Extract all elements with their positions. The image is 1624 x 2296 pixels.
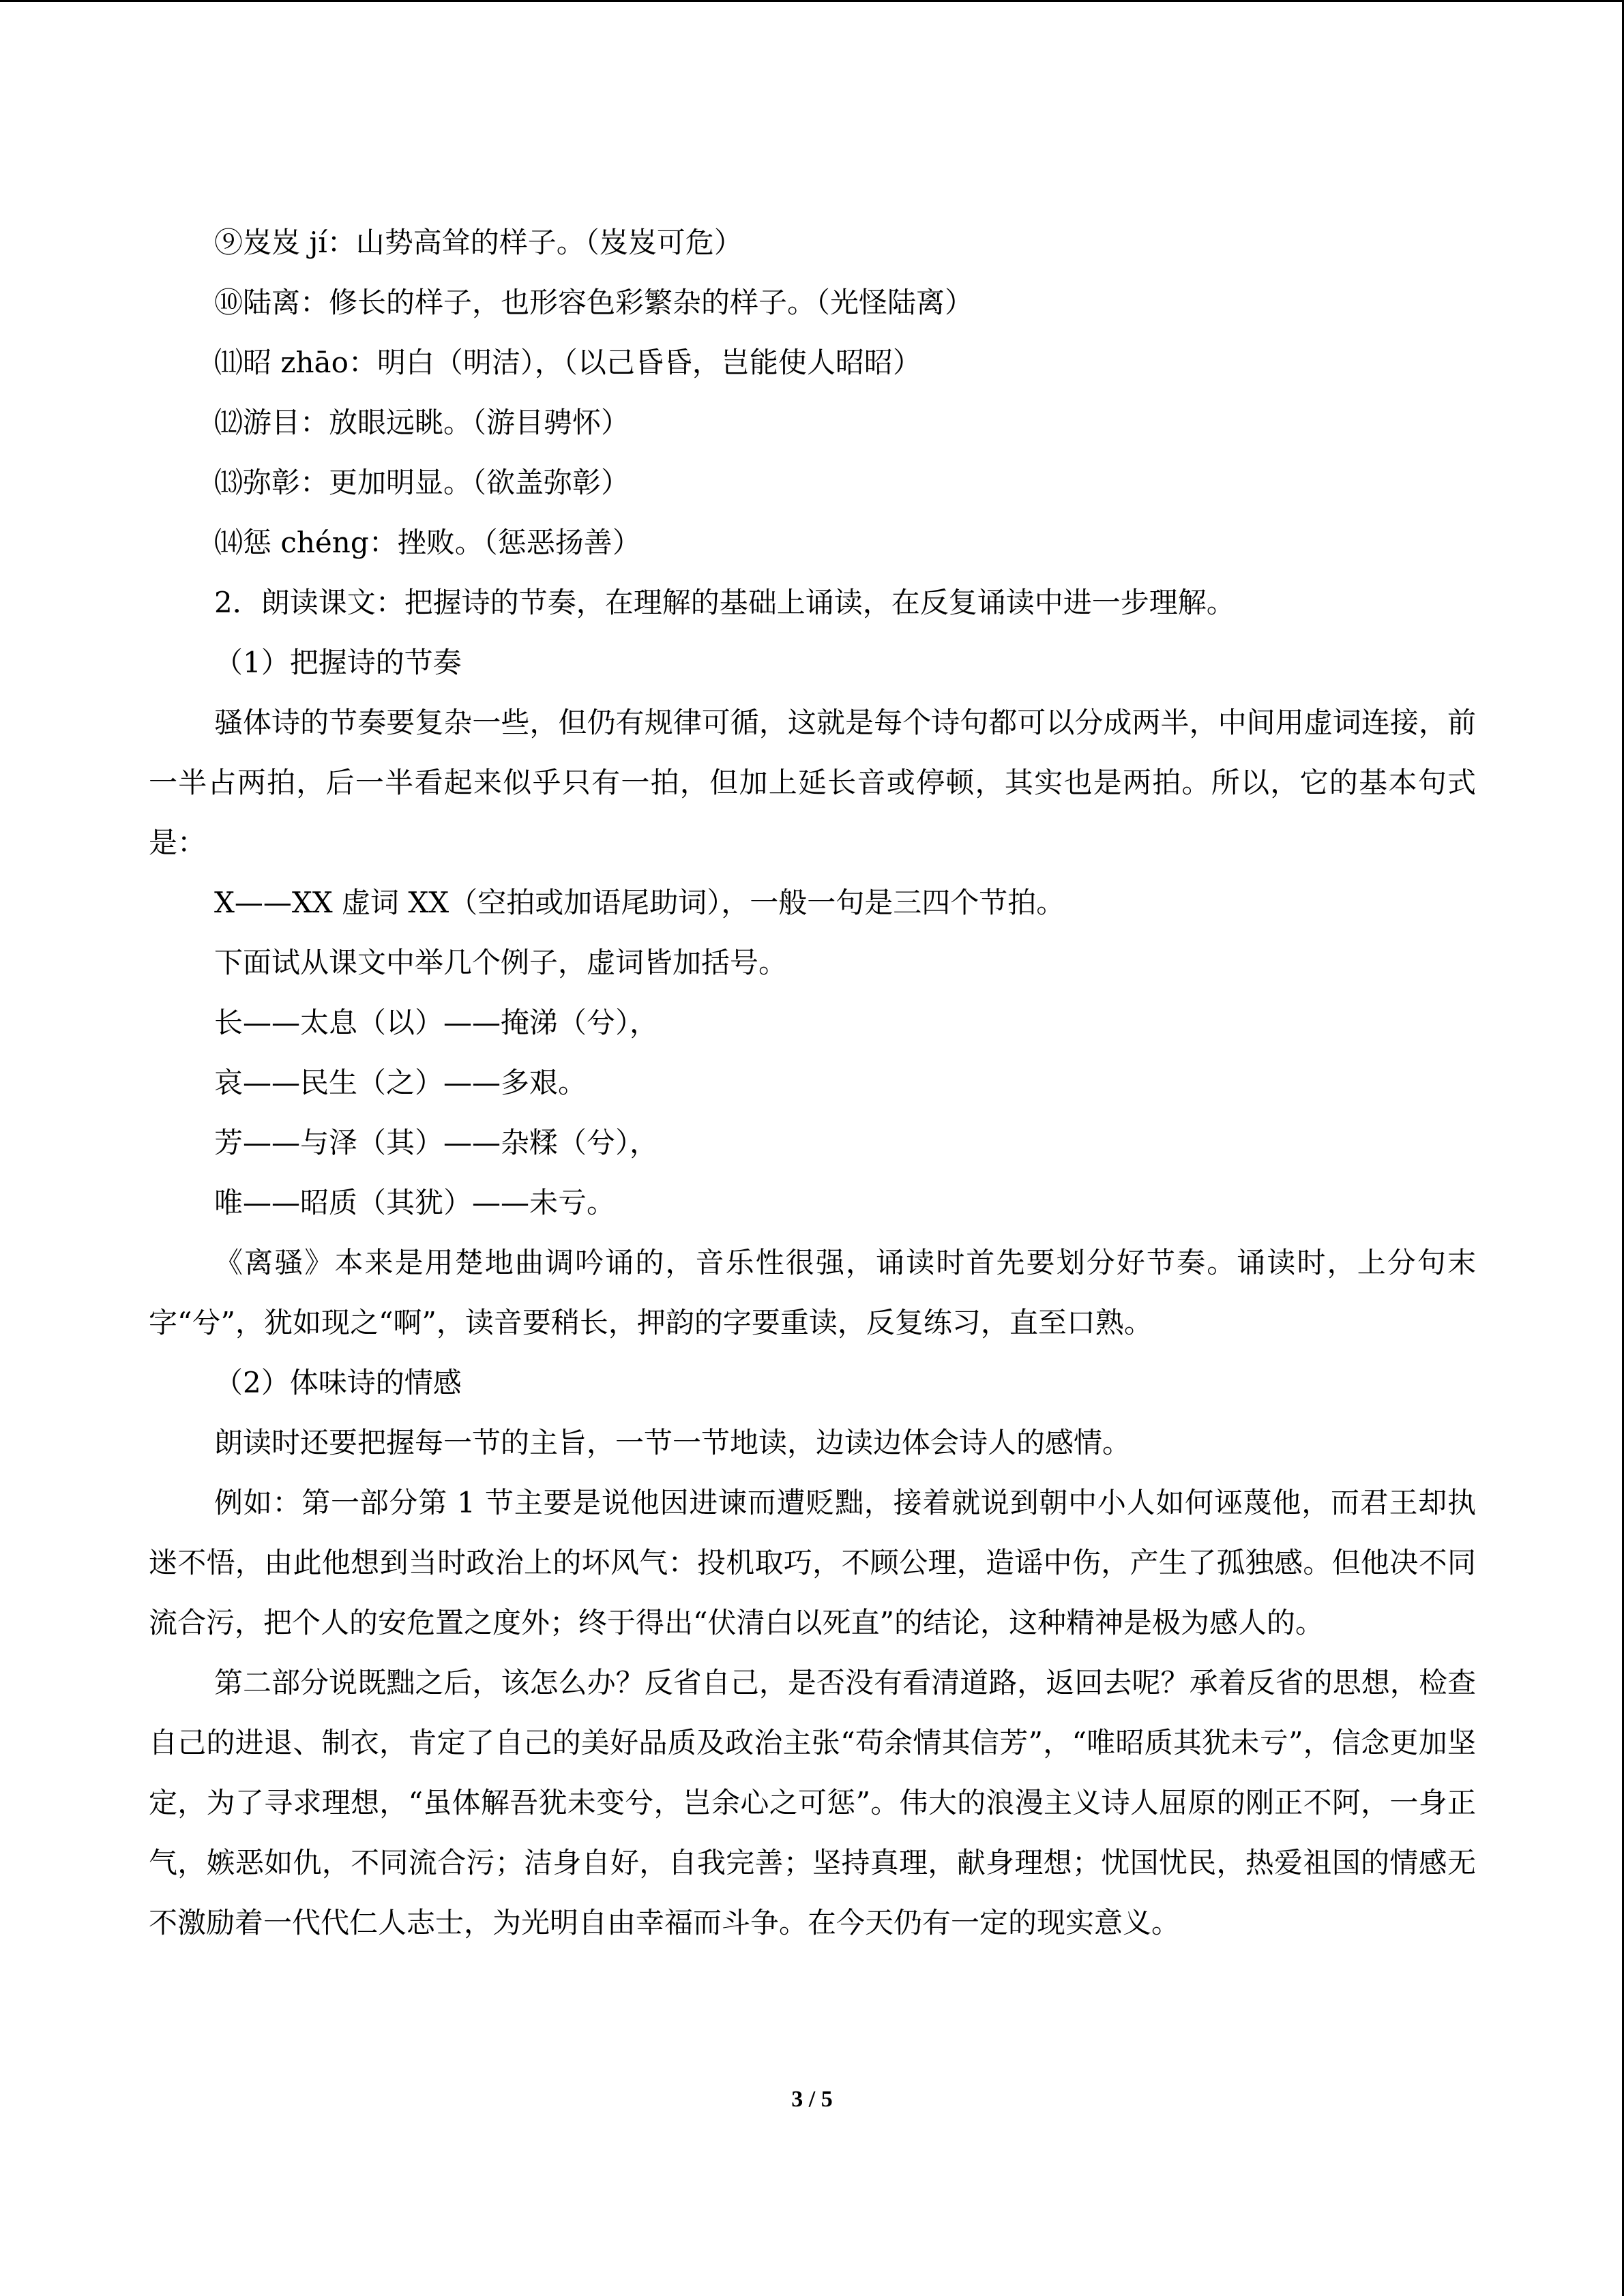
example-line: 唯——昭质（其犹）——未亏。	[214, 1186, 616, 1219]
annotation-11: ⑾昭 zhāo：明白（明洁），（以己昏昏，岂能使人昭昭）	[214, 346, 921, 379]
annotation-10: ⑩陆离：修长的样子，也形容色彩繁杂的样子。（光怪陆离）	[214, 286, 974, 319]
example-line: 哀——民生（之）——多艰。	[214, 1066, 587, 1099]
emotion-intro: 朗读时还要把握每一节的主旨，一节一节地读，边读边体会诗人的感情。	[214, 1426, 1132, 1459]
document-body	[149, 213, 1476, 1953]
example-line: 长——太息（以）——掩涕（兮），	[214, 1006, 659, 1039]
part2-paragraph: 第二部分说既黜之后，该怎么办？反省自己，是否没有看清道路，返回去呢？承着反省的思想，检查自己的进退、制衣，肯定了自己的美好品质及政治主张“苟余情其信芳”，“唯昭质其犹未亏”，信念更加坚定，为了寻求理想，“虽体解吾犹未变兮，岂余心之可惩”。伟大的浪漫主义诗人屈原的刚正不阿，一身正气，嫉恶如仇，不同流合污；洁身自好，自我完善；坚持真理，献身理想；忧国忧民，热爱祖国的情感无不激励着一代代仁人志士，为光明自由幸福而斗争。在今天仍有一定的现实意义。	[149, 1666, 1476, 1939]
page-border-top	[0, 0, 1624, 2]
subsection-heading-rhythm: （1）把握诗的节奏	[214, 646, 462, 679]
part1-paragraph: 例如：第一部分第 1 节主要是说他因进谏而遭贬黜，接着就说到朝中小人如何诬蔑他，而君王却执迷不悟，由此他想到当时政治上的坏风气：投机取巧，不顾公理，造谣中伤，产生了孤独感。但他决不同流合污，把个人的安危置之度外；终于得出“伏清白以死直”的结论，这种精神是极为感人的。	[149, 1486, 1476, 1639]
annotation-12: ⑿游目：放眼远眺。（游目骋怀）	[214, 406, 630, 439]
annotation-13: ⒀弥彰：更加明显。（欲盖弥彰）	[214, 466, 630, 499]
section-heading: 2．朗读课文：把握诗的节奏，在理解的基础上诵读，在反复诵读中进一步理解。	[214, 586, 1235, 619]
lisao-paragraph: 《离骚》本来是用楚地曲调吟诵的，音乐性很强，诵读时首先要划分好节奏。诵读时，上分句末字“兮”，犹如现之“啊”，读音要稍长，押韵的字要重读，反复练习，直至口熟。	[149, 1246, 1476, 1339]
pattern-line: X——XX 虚词 XX（空拍或加语尾助词），一般一句是三四个节拍。	[214, 886, 1065, 919]
annotation-9: ⑨岌岌 jí：山势高耸的样子。（岌岌可危）	[214, 226, 743, 259]
subsection-heading-emotion: （2）体味诗的情感	[214, 1366, 462, 1399]
rhythm-paragraph: 骚体诗的节奏要复杂一些，但仍有规律可循，这就是每个诗句都可以分成两半，中间用虚词连接，前一半占两拍，后一半看起来似乎只有一拍，但加上延长音或停顿，其实也是两拍。所以，它的基本句式是：	[149, 706, 1476, 859]
annotation-14: ⒁惩 chéng：挫败。（惩恶扬善）	[214, 526, 641, 559]
examples-intro: 下面试从课文中举几个例子，虚词皆加括号。	[214, 946, 788, 979]
example-line: 芳——与泽（其）——杂糅（兮），	[214, 1126, 659, 1159]
page-number: 3 / 5	[791, 2087, 833, 2112]
